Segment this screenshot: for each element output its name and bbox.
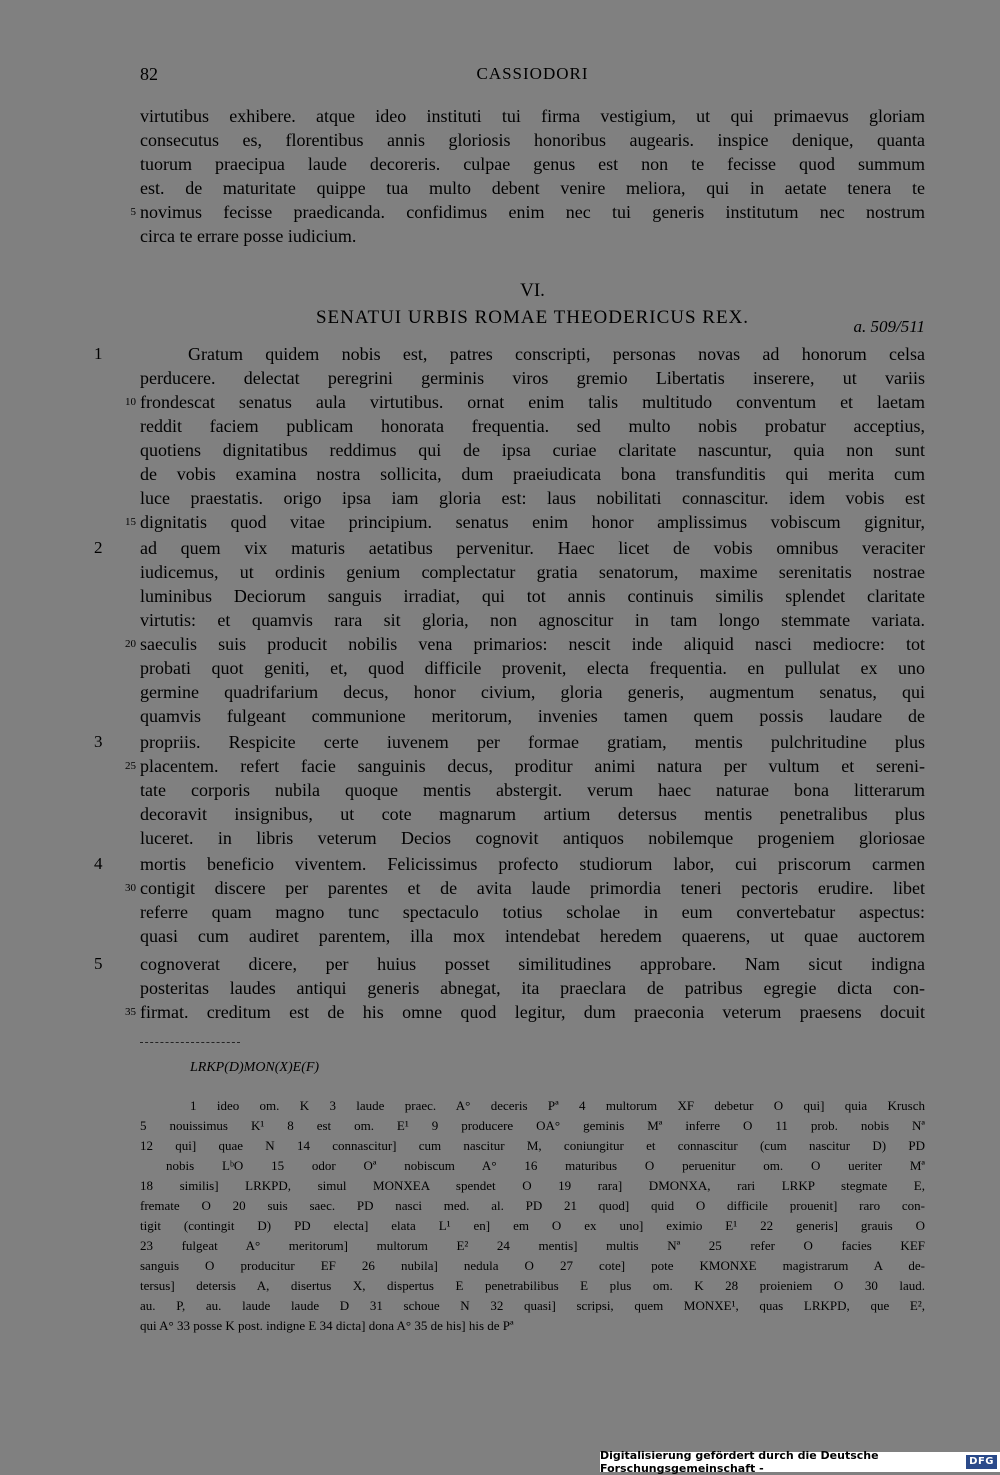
dfg-logo-icon: DFG xyxy=(966,1455,997,1469)
letter-date: a. 509/511 xyxy=(853,317,925,336)
apparatus-line: 12 qui] quae N 14 connascitur] cum nascitur M, coniungitur et connascitur (cum nascitur D) PD xyxy=(140,1138,925,1153)
text-line: tuorum praecipua laude decoreris. culpae genus est non te fecisse quod summum xyxy=(140,154,925,174)
text-line: iudicemus, ut ordinis genium complectatur gratia senatorum, maxime serenitatis nostrae xyxy=(140,562,925,582)
text-line: quasi cum audiret parentem, illa mox intendebat heredem quaerens, ut quae auctorem xyxy=(140,926,925,946)
line-number: 15 xyxy=(125,516,136,528)
text-line: frondescat senatus aula virtutibus. ornat enim talis multitudo conventum et laetam xyxy=(140,392,925,412)
text-line: germine quadrifarium decus, honor civium, gloria generis, augmentum senatus, qui xyxy=(140,682,925,702)
apparatus-line: fremate O 20 suis saec. PD nasci med. al. PD 21 quod] quid O difficile prouenit] raro con- xyxy=(140,1198,925,1213)
section-number: 3 xyxy=(94,732,103,751)
text-line: Gratum quidem nobis est, patres conscripti, personas novas ad honorum celsa xyxy=(188,344,925,364)
line-number: 5 xyxy=(130,206,136,218)
text-line: perducere. delectat peregrini germinis viros gremio Libertatis inserere, ut variis xyxy=(140,368,925,388)
apparatus-line: qui A° 33 posse K post. indigne E 34 dicta] dona A° 35 de his] his de Pª xyxy=(140,1318,514,1333)
text-line: quamvis fulgeant communione meritorum, invenies tamen quem possis laudare de xyxy=(140,706,925,726)
apparatus-line: 23 fulgeat A° meritorum] multorum E² 24 mentis] multis Nª 25 refer O facies KEF xyxy=(140,1238,925,1253)
text-line: virtutis: et quamvis rara sit gloria, non agnoscitur in tam longo stemmate variata. xyxy=(140,610,925,630)
line-number: 25 xyxy=(125,760,136,772)
apparatus-line: sanguis O producitur EF 26 nubila] nedula O 27 cote] pote KMONXE magistrarum A de- xyxy=(140,1258,925,1273)
apparatus-line: 1 ideo om. K 3 laude praec. A° deceris Pª 4 multorum XF debetur O qui] quia Krusch xyxy=(190,1098,925,1113)
text-line: consecutus es, florentibus annis gloriosis honoribus augearis. inspice denique, quanta xyxy=(140,130,925,150)
funding-text: Digitalisierung gefördert durch die Deutsche Forschungsgemeinschaft - xyxy=(600,1449,879,1475)
text-line: tate corporis nubila quoque mentis abstergit. verum haec naturae bona litterarum xyxy=(140,780,925,800)
text-line: quotiens dignitatibus reddimus qui de ipsa curiae claritate nascuntur, quia non sunt xyxy=(140,440,925,460)
apparatus-line: 5 nouissimus K¹ 8 est om. E¹ 9 producere OA° geminis Mª inferre O 11 prob. nobis Nª xyxy=(140,1118,925,1133)
text-line: decoravit insignibus, ut cote magnarum artium detersus mentis penetralibus plus xyxy=(140,804,925,824)
text-line: propriis. Respicite certe iuvenem per formae gratiam, mentis pulchritudine plus xyxy=(140,732,925,752)
text-line: ad quem vix maturis aetatibus pervenitur. Haec licet de vobis omnibus veraciter xyxy=(140,538,925,558)
apparatus-line: au. P, au. laude laude D 31 schoue N 32 quasi] scripsi, quem MONXE¹, quas LRKPD, que E², xyxy=(140,1298,925,1313)
text-line: firmat. creditum est de his omne quod legitur, dum praeconia veterum praesens docuit xyxy=(140,1002,925,1022)
text-line: probati quot geniti, et, quod difficile provenit, electa frequentia. en pullulat ex uno xyxy=(140,658,925,678)
text-line: circa te errare posse iudicium. xyxy=(140,226,357,246)
text-line: luce praestatis. origo ipsa iam gloria est: laus nobilitati connascitur. idem vobis est xyxy=(140,488,925,508)
page-number: 82 xyxy=(140,64,158,84)
text-line: novimus fecisse praedicanda. confidimus enim nec tui generis institutum nec nostrum xyxy=(140,202,925,222)
text-line: luminibus Deciorum sanguis irradiat, qui tot annis continuis similis splendet claritate xyxy=(140,586,925,606)
text-line: posteritas laudes antiqui generis abnegat, ita praeclara de patribus egregie dicta con- xyxy=(140,978,925,998)
line-number: 10 xyxy=(125,396,136,408)
running-title: CASSIODORI xyxy=(476,64,589,83)
text-line: est. de maturitate quippe tua multo debent venire meliora, qui in aetate tenera te xyxy=(140,178,925,198)
apparatus-line: tersus] detersis A, disertus X, dispertus E penetrabilibus E plus om. K 28 proieniem O 30 laud. xyxy=(140,1278,925,1293)
text-line: cognoverat dicere, per huius posset similitudines approbare. Nam sicut indigna xyxy=(140,954,925,974)
funding-footer xyxy=(600,1449,1000,1475)
line-number: 20 xyxy=(125,638,136,650)
text-line: virtutibus exhibere. atque ideo instituti tui firma vestigium, ut qui primaevus gloriam xyxy=(140,106,925,126)
apparatus-line: nobis LᵇO 15 odor Oª nobiscum A° 16 maturibus O peruenitur om. O ueriter Mª xyxy=(166,1158,925,1173)
line-number: 30 xyxy=(125,882,136,894)
text-line: placentem. refert facie sanguinis decus, proditur animi natura per vultum et sereni- xyxy=(140,756,925,776)
text-line: referre quam magno tunc spectaculo totius scholae in eum convertebatur aspectus: xyxy=(140,902,925,922)
section-number: 4 xyxy=(94,854,103,873)
section-number: 1 xyxy=(94,344,103,363)
apparatus-line: 18 similis] LRKPD, simul MONXEA spendet O 19 rara] DMONXA, rari LRKP stegmate E, xyxy=(140,1178,925,1193)
running-header xyxy=(140,64,925,88)
text-line: contigit discere per parentes et de avita laude primordia teneri pectoris erudire. libet xyxy=(140,878,925,898)
text-line: reddit faciem publicam honorata frequentia. sed multo nobis probatur acceptius, xyxy=(140,416,925,436)
text-line: de vobis examina nostra sollicita, dum praeiudicata bona transfunditis qui merita cum xyxy=(140,464,925,484)
letter-number: VI. xyxy=(520,280,545,301)
section-number: 5 xyxy=(94,954,103,973)
text-line: mortis beneficio viventem. Felicissimus profecto studiorum labor, cui priscorum carmen xyxy=(140,854,925,874)
text-line: luceret. in libris veterum Decios cognovit antiquos nobilemque progeniem gloriosae xyxy=(140,828,925,848)
text-line: saeculis suis producit nobilis vena primarios: nescit inde aliquid nasci mediocre: tot xyxy=(140,634,925,654)
separator-rule xyxy=(140,1042,240,1043)
section-number: 2 xyxy=(94,538,103,557)
apparatus-line: tigit (contingit D) PD electa] elata L¹ en] em O ex uno] eximio E¹ 22 generis] grauis O xyxy=(140,1218,925,1233)
text-line: dignitatis quod vitae principium. senatus enim honor amplissimus vobiscum gignitur, xyxy=(140,512,925,532)
manuscript-sigla: LRKP(D)MON(X)E(F) xyxy=(190,1060,320,1075)
letter-title: SENATUI URBIS ROMAE THEODERICUS REX. xyxy=(315,307,750,328)
line-number: 35 xyxy=(125,1006,136,1018)
